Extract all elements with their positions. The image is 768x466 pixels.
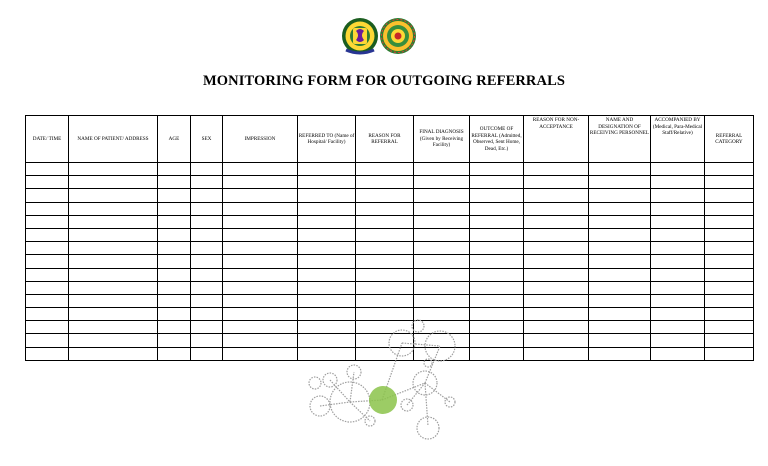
table-cell[interactable]	[223, 281, 298, 294]
table-cell[interactable]	[524, 176, 589, 189]
table-cell[interactable]	[69, 281, 158, 294]
column-header: REFERRAL CATEGORY	[705, 116, 754, 163]
table-cell[interactable]	[414, 228, 470, 241]
table-cell[interactable]	[356, 215, 414, 228]
table-cell[interactable]	[298, 242, 356, 255]
table-cell[interactable]	[524, 189, 589, 202]
table-cell[interactable]	[298, 294, 356, 307]
table-cell[interactable]	[191, 163, 223, 176]
table-cell[interactable]	[298, 215, 356, 228]
table-cell[interactable]	[223, 334, 298, 347]
table-cell[interactable]	[26, 189, 69, 202]
table-cell[interactable]	[524, 347, 589, 360]
table-cell[interactable]	[470, 268, 524, 281]
table-cell[interactable]	[158, 347, 191, 360]
table-cell[interactable]	[191, 281, 223, 294]
table-cell[interactable]	[651, 176, 705, 189]
table-cell[interactable]	[69, 202, 158, 215]
table-cell[interactable]	[414, 189, 470, 202]
table-cell[interactable]	[705, 255, 754, 268]
column-header: REASON FOR REFERRAL	[356, 116, 414, 163]
table-cell[interactable]	[158, 321, 191, 334]
table-cell[interactable]	[705, 308, 754, 321]
table-cell[interactable]	[191, 294, 223, 307]
table-cell[interactable]	[705, 347, 754, 360]
table-cell[interactable]	[589, 334, 651, 347]
table-row	[26, 268, 754, 281]
table-cell[interactable]	[356, 189, 414, 202]
table-cell[interactable]	[69, 294, 158, 307]
table-row	[26, 228, 754, 241]
table-cell[interactable]	[414, 202, 470, 215]
table-cell[interactable]	[651, 321, 705, 334]
table-cell[interactable]	[705, 268, 754, 281]
table-cell[interactable]	[223, 294, 298, 307]
table-cell[interactable]	[414, 281, 470, 294]
column-header: REASON FOR NON-ACCEPTANCE	[524, 116, 589, 163]
table-cell[interactable]	[414, 242, 470, 255]
table-cell[interactable]	[524, 255, 589, 268]
table-cell[interactable]	[26, 321, 69, 334]
table-row	[26, 189, 754, 202]
table-cell[interactable]	[651, 268, 705, 281]
table-cell[interactable]	[589, 255, 651, 268]
table-cell[interactable]	[26, 334, 69, 347]
table-cell[interactable]	[651, 281, 705, 294]
table-cell[interactable]	[298, 176, 356, 189]
table-cell[interactable]	[470, 281, 524, 294]
column-header: DATE/ TIME	[26, 116, 69, 163]
table-cell[interactable]	[69, 268, 158, 281]
table-cell[interactable]	[589, 215, 651, 228]
column-header: SEX	[191, 116, 223, 163]
column-header: NAME OF PATIENT/ ADDRESS	[69, 116, 158, 163]
table-cell[interactable]	[470, 347, 524, 360]
table-cell[interactable]	[298, 281, 356, 294]
column-header: NAME AND DESIGNATION OF RECEIVING PERSONNEL	[589, 116, 651, 163]
table-cell[interactable]	[69, 228, 158, 241]
table-cell[interactable]	[191, 255, 223, 268]
table-cell[interactable]	[69, 215, 158, 228]
table-cell[interactable]	[524, 242, 589, 255]
table-cell[interactable]	[191, 268, 223, 281]
table-cell[interactable]	[589, 268, 651, 281]
doh-seal-logo	[342, 18, 378, 54]
table-cell[interactable]	[470, 176, 524, 189]
table-cell[interactable]	[470, 189, 524, 202]
table-cell[interactable]	[705, 189, 754, 202]
column-header: OUTCOME OF REFERRAL (Admitted, Observed, Sent Home, Dead, Etc.)	[470, 116, 524, 163]
table-cell[interactable]	[589, 294, 651, 307]
page-title: MONITORING FORM FOR OUTGOING REFERRALS	[202, 73, 566, 89]
table-cell[interactable]	[191, 228, 223, 241]
table-cell[interactable]	[191, 176, 223, 189]
table-cell[interactable]	[69, 163, 158, 176]
table-cell[interactable]	[705, 215, 754, 228]
table-cell[interactable]	[589, 281, 651, 294]
column-header: FINAL DIAGNOSIS (Given by Receiving Facility)	[414, 116, 470, 163]
table-cell[interactable]	[705, 163, 754, 176]
table-cell[interactable]	[26, 294, 69, 307]
table-row	[26, 242, 754, 255]
table-cell[interactable]	[470, 334, 524, 347]
table-cell[interactable]	[223, 228, 298, 241]
table-cell[interactable]	[470, 255, 524, 268]
table-cell[interactable]	[651, 294, 705, 307]
table-cell[interactable]	[69, 321, 158, 334]
table-cell[interactable]	[470, 163, 524, 176]
table-cell[interactable]	[191, 242, 223, 255]
table-cell[interactable]	[356, 176, 414, 189]
green-accent-circle	[369, 386, 397, 414]
table-cell[interactable]	[69, 308, 158, 321]
table-cell[interactable]	[191, 321, 223, 334]
table-cell[interactable]	[524, 294, 589, 307]
table-cell[interactable]	[651, 228, 705, 241]
table-cell[interactable]	[158, 242, 191, 255]
table-cell[interactable]	[26, 228, 69, 241]
table-cell[interactable]	[158, 308, 191, 321]
table-cell[interactable]	[69, 189, 158, 202]
table-cell[interactable]	[651, 242, 705, 255]
table-cell[interactable]	[26, 268, 69, 281]
table-cell[interactable]	[158, 255, 191, 268]
table-cell[interactable]	[26, 176, 69, 189]
table-cell[interactable]	[26, 215, 69, 228]
column-header: IMPRESSION	[223, 116, 298, 163]
table-cell[interactable]	[223, 176, 298, 189]
table-cell[interactable]	[651, 189, 705, 202]
table-cell[interactable]	[651, 347, 705, 360]
table-cell[interactable]	[414, 176, 470, 189]
table-cell[interactable]	[298, 202, 356, 215]
table-cell[interactable]	[69, 255, 158, 268]
table-cell[interactable]	[356, 294, 414, 307]
table-cell[interactable]	[223, 163, 298, 176]
table-cell[interactable]	[589, 228, 651, 241]
government-seal-logo	[380, 18, 416, 54]
table-row	[26, 255, 754, 268]
table-cell[interactable]	[705, 242, 754, 255]
table-cell[interactable]	[191, 189, 223, 202]
table-cell[interactable]	[589, 242, 651, 255]
table-cell[interactable]	[26, 281, 69, 294]
table-cell[interactable]	[298, 228, 356, 241]
table-cell[interactable]	[26, 308, 69, 321]
table-cell[interactable]	[589, 347, 651, 360]
table-cell[interactable]	[705, 334, 754, 347]
table-cell[interactable]	[470, 215, 524, 228]
table-cell[interactable]	[26, 242, 69, 255]
table-cell[interactable]	[705, 176, 754, 189]
table-cell[interactable]	[158, 294, 191, 307]
table-cell[interactable]	[470, 228, 524, 241]
table-cell[interactable]	[705, 321, 754, 334]
table-row	[26, 294, 754, 307]
table-cell[interactable]	[414, 268, 470, 281]
table-cell[interactable]	[69, 334, 158, 347]
column-header: ACCOMPANIED BY (Medical, Para-Medical Staff/Relative)	[651, 116, 705, 163]
table-cell[interactable]	[589, 202, 651, 215]
table-cell[interactable]	[158, 189, 191, 202]
table-cell[interactable]	[470, 242, 524, 255]
table-cell[interactable]	[223, 321, 298, 334]
table-cell[interactable]	[158, 281, 191, 294]
table-cell[interactable]	[414, 255, 470, 268]
table-cell[interactable]	[223, 242, 298, 255]
table-cell[interactable]	[589, 321, 651, 334]
table-cell[interactable]	[69, 176, 158, 189]
table-cell[interactable]	[26, 163, 69, 176]
table-cell[interactable]	[223, 189, 298, 202]
table-cell[interactable]	[651, 215, 705, 228]
table-cell[interactable]	[298, 189, 356, 202]
header-logos	[340, 14, 422, 58]
table-cell[interactable]	[158, 268, 191, 281]
table-cell[interactable]	[158, 228, 191, 241]
column-header: REFERRED TO (Name of Hospital/ Facility)	[298, 116, 356, 163]
table-cell[interactable]	[589, 163, 651, 176]
table-cell[interactable]	[356, 228, 414, 241]
table-row	[26, 215, 754, 228]
table-cell[interactable]	[589, 189, 651, 202]
table-cell[interactable]	[705, 202, 754, 215]
table-cell[interactable]	[524, 268, 589, 281]
table-cell[interactable]	[191, 202, 223, 215]
table-cell[interactable]	[470, 202, 524, 215]
table-cell[interactable]	[470, 308, 524, 321]
column-header: AGE	[158, 116, 191, 163]
table-cell[interactable]	[705, 281, 754, 294]
table-cell[interactable]	[191, 334, 223, 347]
table-cell[interactable]	[356, 255, 414, 268]
table-cell[interactable]	[356, 268, 414, 281]
table-cell[interactable]	[414, 163, 470, 176]
table-cell[interactable]	[158, 334, 191, 347]
table-cell[interactable]	[356, 281, 414, 294]
table-cell[interactable]	[470, 294, 524, 307]
table-cell[interactable]	[158, 202, 191, 215]
table-cell[interactable]	[524, 163, 589, 176]
table-cell[interactable]	[524, 321, 589, 334]
table-cell[interactable]	[298, 268, 356, 281]
table-cell[interactable]	[524, 334, 589, 347]
table-cell[interactable]	[414, 215, 470, 228]
table-cell[interactable]	[223, 202, 298, 215]
table-cell[interactable]	[223, 347, 298, 360]
table-cell[interactable]	[191, 347, 223, 360]
table-cell[interactable]	[705, 228, 754, 241]
table-cell[interactable]	[223, 268, 298, 281]
table-cell[interactable]	[524, 228, 589, 241]
table-cell[interactable]	[26, 202, 69, 215]
table-cell[interactable]	[524, 281, 589, 294]
table-cell[interactable]	[651, 308, 705, 321]
table-cell[interactable]	[589, 176, 651, 189]
table-cell[interactable]	[524, 202, 589, 215]
table-cell[interactable]	[158, 163, 191, 176]
table-cell[interactable]	[298, 255, 356, 268]
table-cell[interactable]	[223, 308, 298, 321]
table-cell[interactable]	[356, 242, 414, 255]
table-row	[26, 281, 754, 294]
table-cell[interactable]	[524, 215, 589, 228]
table-cell[interactable]	[191, 308, 223, 321]
table-cell[interactable]	[356, 163, 414, 176]
table-cell[interactable]	[26, 347, 69, 360]
table-cell[interactable]	[651, 255, 705, 268]
table-cell[interactable]	[470, 321, 524, 334]
decorative-network-graphic	[290, 318, 470, 464]
table-cell[interactable]	[223, 255, 298, 268]
table-cell[interactable]	[298, 163, 356, 176]
table-cell[interactable]	[223, 215, 298, 228]
table-cell[interactable]	[651, 202, 705, 215]
table-cell[interactable]	[524, 308, 589, 321]
table-cell[interactable]	[158, 215, 191, 228]
table-cell[interactable]	[356, 202, 414, 215]
table-cell[interactable]	[191, 215, 223, 228]
table-row	[26, 176, 754, 189]
table-cell[interactable]	[589, 308, 651, 321]
table-cell[interactable]	[69, 347, 158, 360]
table-cell[interactable]	[69, 242, 158, 255]
table-header-row	[26, 116, 754, 163]
table-cell[interactable]	[414, 294, 470, 307]
table-cell[interactable]	[705, 294, 754, 307]
table-row	[26, 163, 754, 176]
table-row	[26, 202, 754, 215]
table-cell[interactable]	[158, 176, 191, 189]
table-cell[interactable]	[651, 334, 705, 347]
table-cell[interactable]	[26, 255, 69, 268]
table-cell[interactable]	[651, 163, 705, 176]
